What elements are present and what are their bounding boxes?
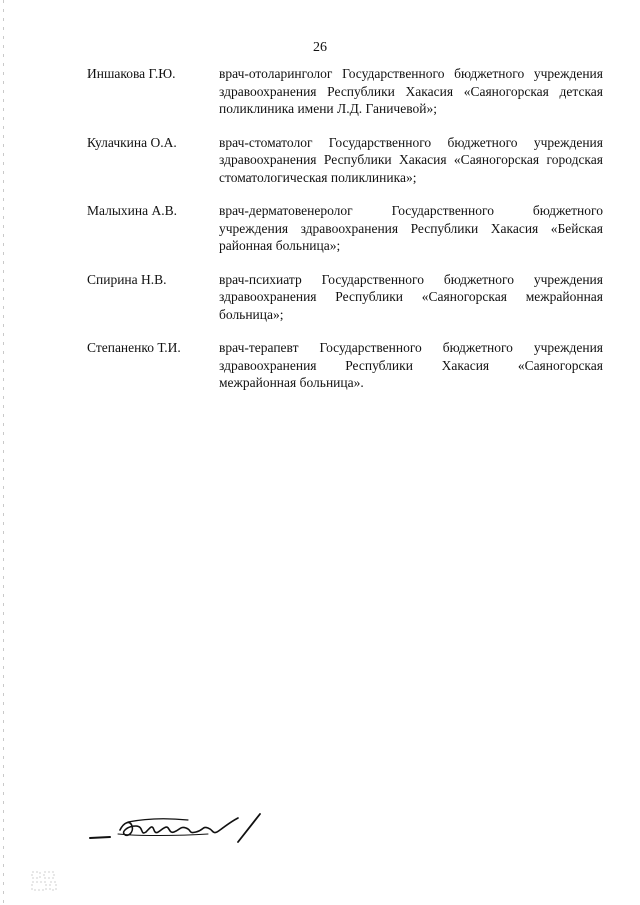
list-item (87, 339, 603, 392)
list-item (87, 134, 603, 187)
person-name: Иншакова Г.Ю. (87, 66, 176, 81)
scan-edge-line (3, 0, 4, 905)
person-name: Кулачкина О.А. (87, 134, 177, 150)
person-name: Степаненко Т.И. (87, 340, 181, 355)
person-position: врач-дерматовенеролог Государственного бюджетного учреждения здравоохранения Республики Хакасия «Бейская районная больница»; (219, 203, 603, 253)
handwritten-signature (88, 800, 288, 860)
scan-artifact-mark (30, 868, 74, 894)
person-position: врач-терапевт Государственного бюджетного учреждения здравоохранения Республики Хакасия «Саяногорская межрайонная больница». (219, 340, 603, 390)
person-position: врач-отоларинголог Государственного бюджетного учреждения здравоохранения Республики Хакасия «Саяногорская детская поликлиника имени Л.Д. Ганичевой»; (219, 66, 603, 116)
list-item (87, 65, 603, 118)
person-position: врач-стоматолог Государственного бюджетного учреждения здравоохранения Республики Хакасия «Саяногорская городская стоматологическая поликлиника»; (219, 134, 603, 185)
entries-list (87, 65, 603, 408)
list-item (87, 271, 603, 324)
page-number: 26 (313, 40, 327, 55)
person-name: Малыхина А.В. (87, 203, 177, 218)
person-position: врач-психиатр Государственного бюджетного учреждения здравоохранения Республики «Саяногорская межрайонная больница»; (219, 271, 603, 322)
list-item (87, 202, 603, 255)
person-name: Спирина Н.В. (87, 271, 167, 287)
